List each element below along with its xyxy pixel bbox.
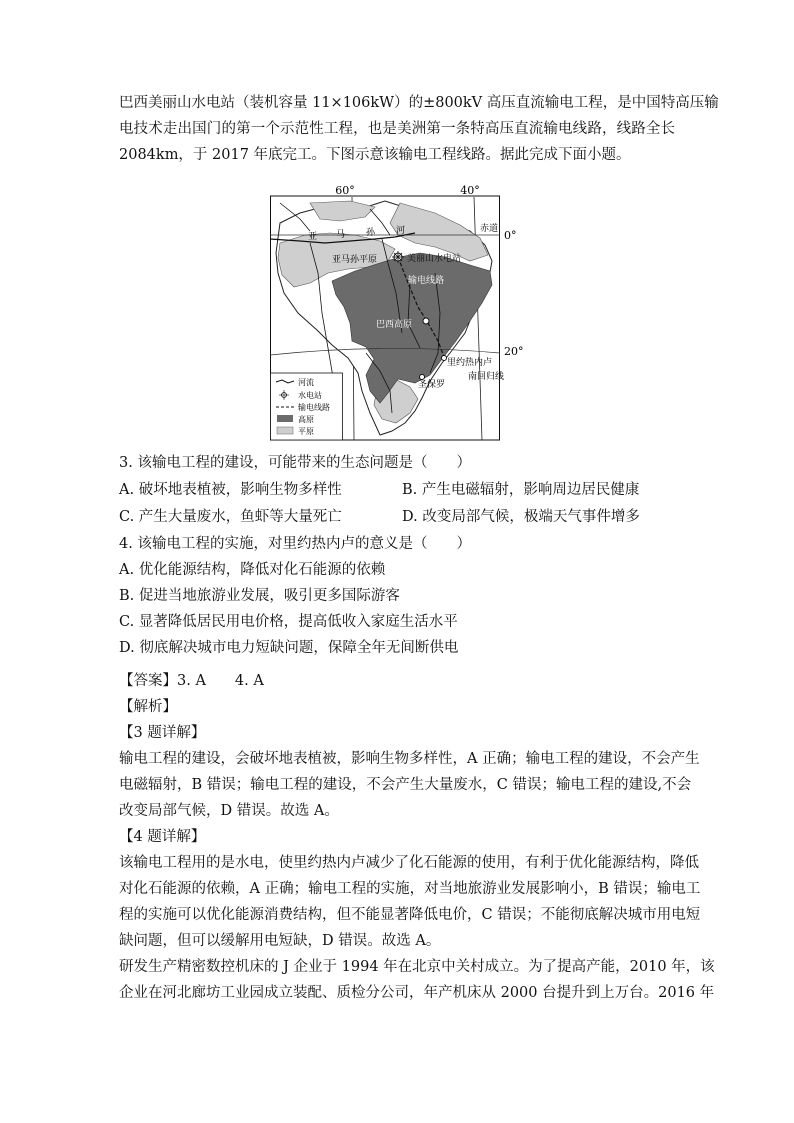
legend-plateau-swatch	[277, 415, 293, 422]
legend-plain-swatch	[277, 427, 293, 434]
q4-detail-line-1: 该输电工程用的是水电，使里约热内卢减少了化石能源的使用，有利于优化能源结构，降低	[119, 855, 699, 871]
legend-station: 水电站	[298, 391, 322, 400]
plateau-label: 巴西高原	[376, 320, 413, 330]
equator-label: 赤道	[480, 224, 499, 234]
legend-plain: 平原	[298, 427, 314, 436]
lat-label-0: 0°	[504, 229, 517, 242]
rio-label: 里约热内卢	[447, 358, 493, 368]
lat-label-20: 20°	[504, 345, 524, 358]
q3-detail-line-3: 改变局部气候，D 错误。故选 A。	[119, 803, 339, 819]
q4-stem: 4. 该输电工程的实施，对里约热内卢的意义是（ ）	[119, 536, 471, 552]
q3-detail-line-2: 电磁辐射，B 错误；输电工程的建设，不会产生大量废水，C 错误；输电工程的建设,不会	[119, 777, 692, 793]
intro-paragraph	[119, 90, 719, 168]
answer-block	[119, 668, 715, 1006]
river-char-1: 亚	[308, 232, 318, 242]
legend-line: 输电线路	[298, 403, 330, 412]
intro-line-3: 2084km，于 2017 年底完工。下图示意该输电工程线路。据此完成下面小题。	[119, 147, 631, 163]
capital-marker	[423, 318, 429, 324]
q4-detail-line-2: 对化石能源的依赖，A 正确；输电工程的实施，对当地旅游业发展影响小，B 错误；输电工	[119, 881, 701, 897]
line-label: 输电线路	[408, 276, 445, 286]
next-line-1: 研发生产精密数控机床的 J 企业于 1994 年在北京中关村成立。为了提高产能，2010 年，该	[119, 959, 715, 975]
q4-option-a: A. 优化能源结构，降低对化石能源的依赖	[119, 562, 386, 578]
q3-detail-heading: 【3 题详解】	[119, 725, 206, 741]
legend-river: 河流	[298, 378, 314, 387]
lon-label-40: 40°	[460, 184, 480, 197]
q4-detail-line-3: 程的实施可以优化能源消费结构，但不能显著降低电价，C 错误；不能彻底解决城市用电短	[119, 907, 701, 923]
answer-line: 【答案】3. A 4. A	[119, 673, 264, 689]
intro-line-1: 巴西美丽山水电站（装机容量 11×106kW）的±800kV 高压直流输电工程，是中国特高压输	[119, 95, 719, 111]
brazil-transmission-map	[270, 183, 524, 441]
q3-options-row1	[119, 477, 675, 503]
plain-label: 亚马孙平原	[332, 255, 378, 265]
rio-marker	[442, 356, 447, 361]
q3-stem: 3. 该输电工程的建设，可能带来的生态问题是（ ）	[119, 455, 471, 471]
q4-option-d: D. 彻底解决城市电力短缺问题，保障全年无间断供电	[119, 640, 459, 656]
analysis-heading: 【解析】	[119, 699, 177, 715]
river-char-4: 河	[396, 226, 406, 236]
q4-block	[119, 531, 675, 661]
q4-option-c: C. 显著降低居民用电价格，提高低收入家庭生活水平	[119, 614, 458, 630]
q3-option-a: A. 破坏地表植被，影响生物多样性	[119, 482, 342, 498]
q3-option-c: C. 产生大量废水，鱼虾等大量死亡	[119, 509, 342, 525]
q3-option-b: B. 产生电磁辐射，影响周边居民健康	[402, 482, 640, 498]
station-label: 美丽山水电站	[407, 254, 462, 264]
legend-plateau: 高原	[298, 415, 314, 424]
river-char-2: 马	[336, 230, 346, 240]
intro-line-2: 电技术走出国门的第一个示范性工程，也是美洲第一条特高压直流输电线路，线路全长	[119, 121, 675, 137]
lon-label-60: 60°	[335, 184, 355, 197]
tropic-label: 南回归线	[468, 372, 505, 382]
q3-detail-line-1: 输电工程的建设，会破坏地表植被，影响生物多样性，A 正确；输电工程的建设，不会产生	[119, 751, 700, 767]
q3-option-d: D. 改变局部气候，极端天气事件增多	[402, 509, 640, 525]
next-line-2: 企业在河北廊坊工业园成立装配、质检分公司，年产机床从 2000 台提升到上万台。2016 年	[119, 985, 715, 1001]
q4-detail-heading: 【4 题详解】	[119, 829, 206, 845]
saopaulo-label: 圣保罗	[418, 380, 446, 390]
q4-option-b: B. 促进当地旅游业发展，吸引更多国际游客	[119, 588, 400, 604]
saopaulo-marker	[420, 375, 425, 380]
q3-options-row2	[119, 504, 675, 530]
q4-detail-line-4: 缺问题，但可以缓解用电短缺，D 错误。故选 A。	[119, 933, 441, 949]
river-char-3: 孙	[366, 228, 376, 238]
